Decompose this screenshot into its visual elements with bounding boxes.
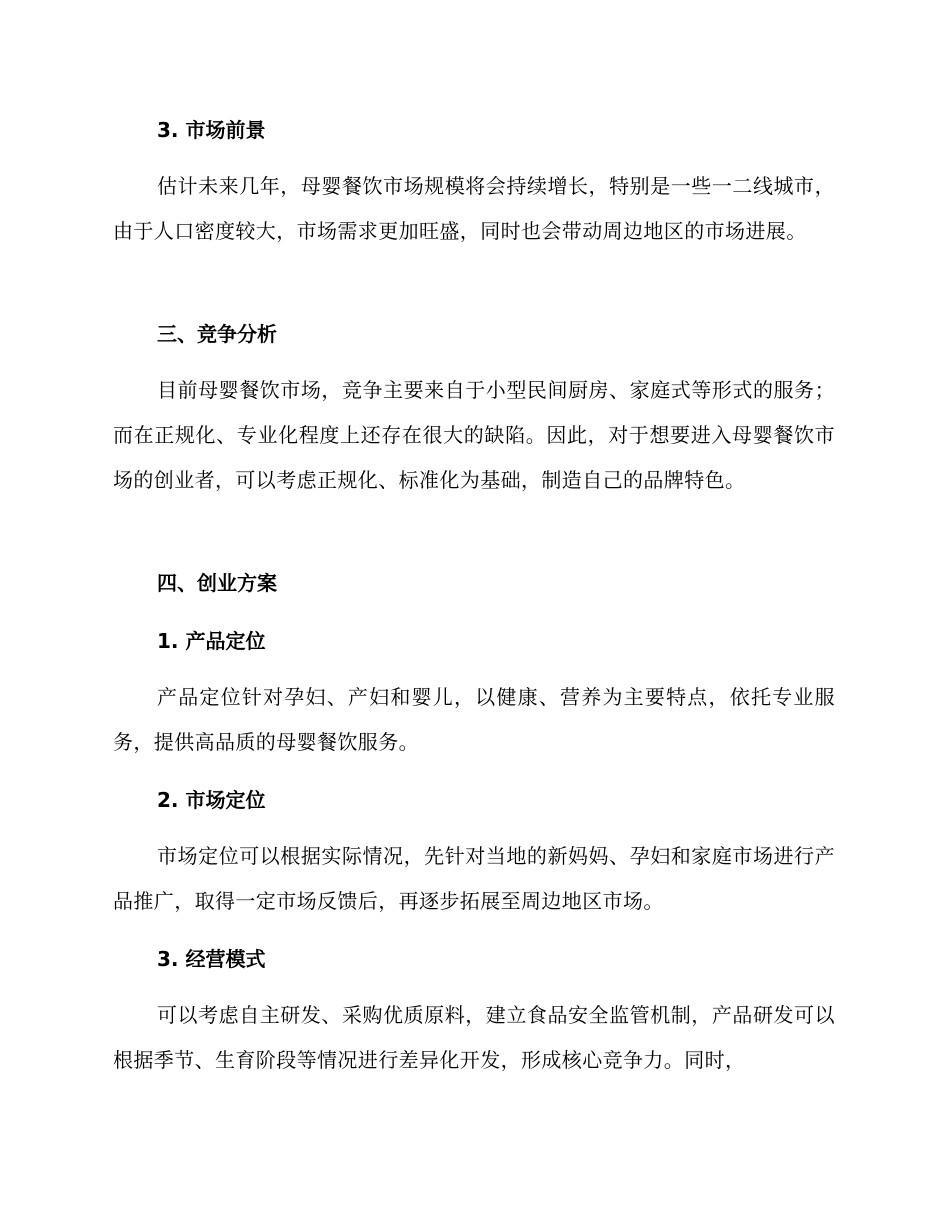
heading-product-positioning: 1. 产品定位 [157, 629, 266, 653]
paragraph-product-positioning: 产品定位针对孕妇、产妇和婴儿，以健康、营养为主要特点，依托专业服务，提供高品质的母婴餐饮服务。 [113, 685, 835, 754]
heading-competition-analysis: 三、竞争分析 [157, 322, 277, 346]
paragraph-competition-analysis: 目前母婴餐饮市场，竞争主要来自于小型民间厨房、家庭式等形式的服务；而在正规化、专业化程度上还存在很大的缺陷。因此，对于想要进入母婴餐饮市场的创业者，可以考虑正规化、标准化为基础，制造自己的品牌特色。 [113, 378, 835, 492]
heading-market-outlook: 3. 市场前景 [157, 118, 266, 142]
heading-business-plan: 四、创业方案 [157, 571, 277, 595]
heading-market-positioning: 2. 市场定位 [157, 788, 266, 812]
paragraph-market-positioning: 市场定位可以根据实际情况，先针对当地的新妈妈、孕妇和家庭市场进行产品推广，取得一定市场反馈后，再逐步拓展至周边地区市场。 [113, 844, 835, 913]
paragraph-market-outlook: 估计未来几年，母婴餐饮市场规模将会持续增长，特别是一些一二线城市，由于人口密度较大，市场需求更加旺盛，同时也会带动周边地区的市场进展。 [113, 174, 835, 243]
heading-business-model: 3. 经营模式 [157, 947, 266, 971]
paragraph-business-model: 可以考虑自主研发、采购优质原料，建立食品安全监管机制，产品研发可以根据季节、生育阶段等情况进行差异化开发，形成核心竞争力。同时， [113, 1003, 835, 1072]
